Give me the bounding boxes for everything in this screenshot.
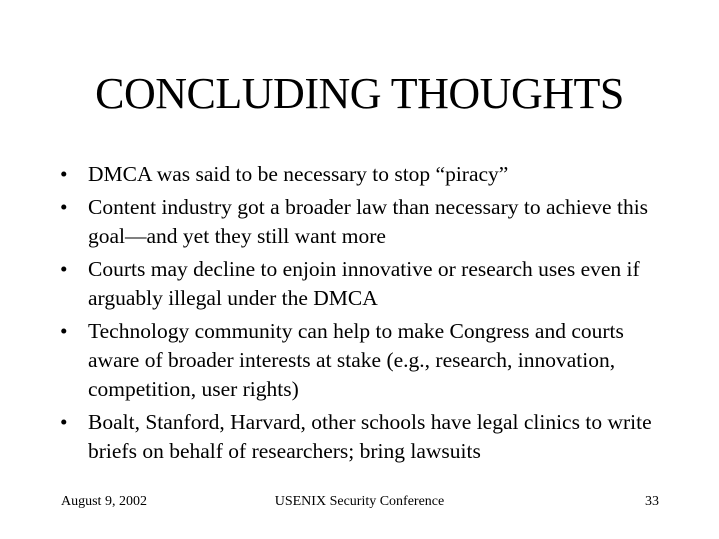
bullet-item [60,317,680,404]
bullet-text: Boalt, Stanford, Harvard, other schools have legal clinics to write briefs on behalf of researchers; bring lawsuits [88,410,652,463]
bullet-symbol: • [60,195,68,219]
bullet-item [60,408,680,466]
bullet-symbol: • [60,162,68,186]
footer-date: August 9, 2002 [61,494,147,509]
bullet-text: DMCA was said to be necessary to stop “piracy” [88,162,509,186]
bullet-text: Courts may decline to enjoin innovative or research uses even if arguably illegal under the DMCA [88,257,640,310]
bullet-text: Content industry got a broader law than necessary to achieve this goal—and yet they still want more [88,195,649,248]
bullet-text: Technology community can help to make Congress and courts aware of broader interests at stake (e.g., research, innovation, competition, user rights) [88,319,624,401]
bullet-item [60,160,680,189]
footer-page-number: 33 [645,494,659,509]
bullet-item [60,193,680,251]
slide-title: CONCLUDING THOUGHTS [95,69,624,118]
footer-conference: USENIX Security Conference [274,494,445,509]
bullet-item [60,255,680,313]
bullet-symbol: • [60,410,68,434]
bullet-symbol: • [60,319,68,343]
bullet-symbol: • [60,257,68,281]
bullet-list [60,160,680,470]
